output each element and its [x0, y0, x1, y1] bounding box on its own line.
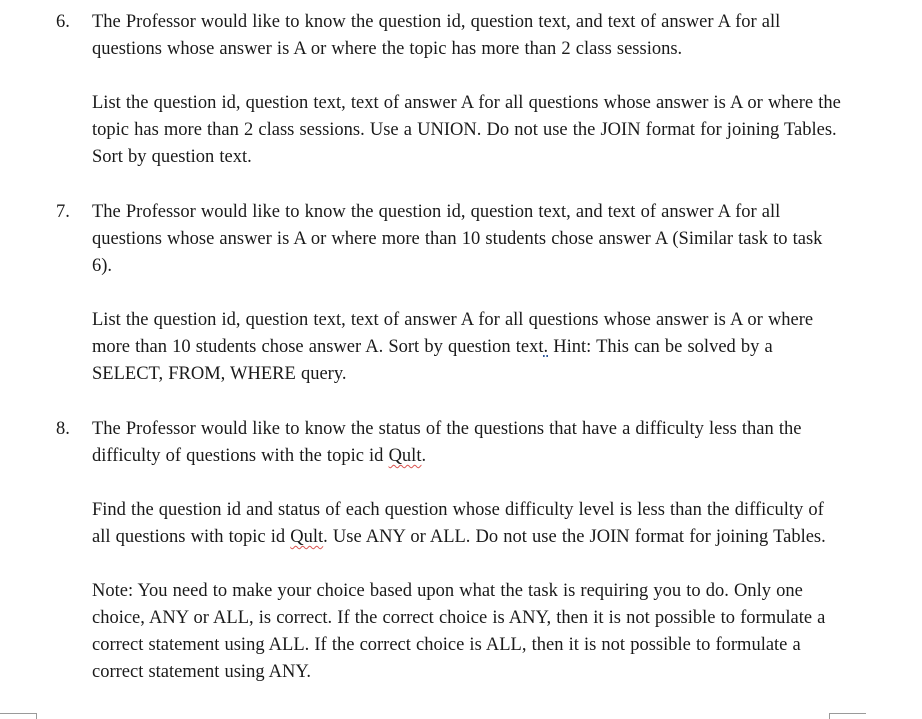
list-item-7	[56, 199, 846, 388]
list-item-6	[56, 9, 846, 171]
page-corner-mark-left	[0, 713, 37, 719]
item-number: 6.	[56, 12, 70, 32]
task-note: Note: You need to make your choice based upon what the task is requiring you to do. Only one choice, ANY or ALL, is correct. If the correct choice is ANY, then it is not possible to formulate a correct statement using ALL. If the correct choice is ALL, then it is not possible to formulate a correct statement using ANY.	[92, 581, 826, 682]
instruction-end: . Use ANY or ALL. Do not use the JOIN format for joining Tables.	[323, 527, 826, 547]
task-question	[92, 416, 846, 470]
spellcheck-word[interactable]: Qult	[290, 527, 324, 547]
instruction-text: List the question id, question text, text of answer A for all questions whose answer is A or where more than 10 students chose answer A. Sort by question text	[92, 310, 814, 357]
task-question: The Professor would like to know the question id, question text, and text of answer A for all questions whose answer is A or where the topic has more than 2 class sessions.	[92, 12, 781, 59]
task-question: The Professor would like to know the question id, question text, and text of answer A for all questions whose answer is A or where more than 10 students chose answer A (Similar task to task 6).	[92, 202, 823, 276]
spellcheck-word[interactable]: Qult	[388, 446, 422, 466]
hint-text: Hint: This can be solved by a SELECT, FROM, WHERE query.	[92, 337, 773, 384]
item-number: 7.	[56, 202, 70, 222]
instruction-text: Find the question id and status of each question whose difficulty level is less than the difficulty of all questions with topic id	[92, 500, 824, 547]
task-instruction	[92, 307, 846, 388]
page-corner-mark-right	[829, 713, 866, 719]
question-text: The Professor would like to know the status of the questions that have a difficulty less than the difficulty of questions with the topic id	[92, 419, 802, 466]
comment-marker[interactable]: .	[543, 337, 549, 357]
task-instruction: List the question id, question text, text of answer A for all questions whose answer is A or where the topic has more than 2 class sessions. Use a UNION. Do not use the JOIN format for joining Tables. Sort by question text.	[92, 93, 841, 167]
item-number: 8.	[56, 419, 70, 439]
question-end: .	[421, 446, 427, 466]
task-instruction	[92, 497, 846, 551]
list-item-8	[56, 416, 846, 686]
